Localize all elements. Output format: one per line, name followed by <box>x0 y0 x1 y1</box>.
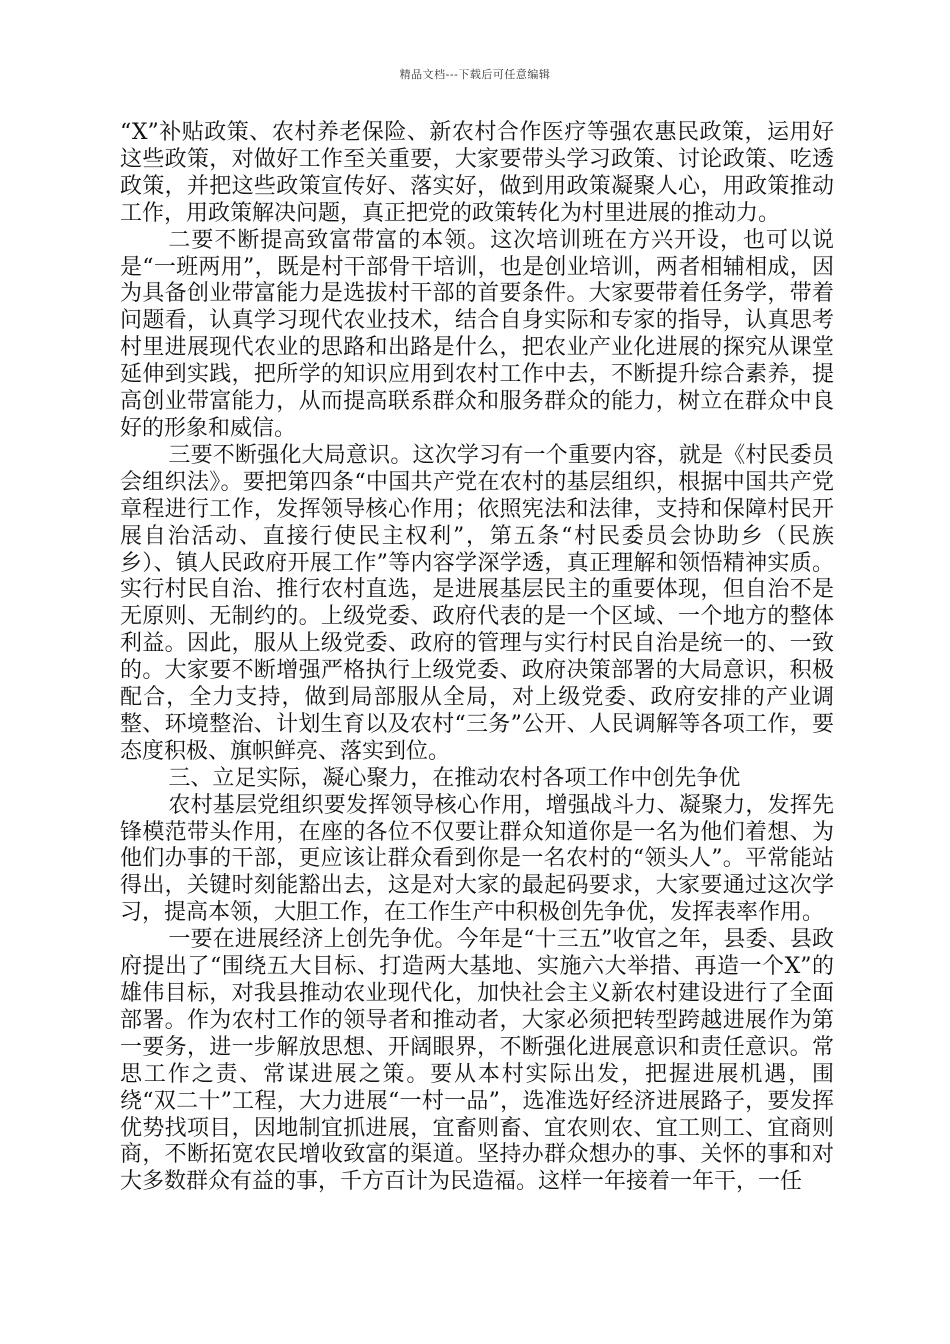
paragraph-item-2: 二要不断提高致富带富的本领。这次培训班在方兴开设，也可以说是“一班两用”，既是村干部骨干培训，也是创业培训，两者相辅相成，因为具备创业带富能力是选拔村干部的首要条件。大家要带着任务学，带着问题看，认真学习现代农业技术，结合自身实际和专家的指导，认真思考村里进展现代农业的思路和出路是什么，把农业产业化进展的探究从课堂延伸到实践，把所学的知识应用到农村工作中去，不断提升综合素养，提高创业带富能力，从而提高联系群众和服务群众的能力，树立在群众中良好的形象和威信。 <box>120 227 834 441</box>
paragraph-item-3: 三要不断强化大局意识。这次学习有一个重要内容，就是《村民委员会组织法》。要把第四条“中国共产党在农村的基层组织，根据中国共产党章程进行工作，发挥领导核心作用；依照宪法和法律，支持和保障村民开展自治活动、直接行使民主权利”，第五条“村民委员会协助乡（民族乡）、镇人民政府开展工作”等内容学深学透，真正理解和领悟精神实质。实行村民自治、推行农村直选，是进展基层民主的重要体现，但自治不是无原则、无制约的。上级党委、政府代表的是一个区域、一个地方的整体利益。因此，服从上级党委、政府的管理与实行村民自治是统一的、一致的。大家要不断增强严格执行上级党委、政府决策部署的大局意识，积极配合，全力支持，做到局部服从全局，对上级党委、政府安排的产业调整、环境整治、计划生育以及农村“三务”公开、人民调解等各项工作，要态度积极、旗帜鲜亮、落实到位。 <box>120 442 834 764</box>
document-body <box>120 120 834 1196</box>
paragraph-continuation: “X”补贴政策、农村养老保险、新农村合作医疗等强农惠民政策，运用好这些政策，对做好工作至关重要，大家要带头学习政策、讨论政策、吃透政策，并把这些政策宣传好、落实好，做到用政策凝聚人心，用政策推动工作，用政策解决问题，真正把党的政策转化为村里进展的推动力。 <box>120 120 834 226</box>
paragraph-item-1: 一要在进展经济上创先争优。今年是“十三五”收官之年，县委、县政府提出了“围绕五大目标、打造两大基地、实施六大举措、再造一个X”的雄伟目标，对我县推动农业现代化，加快社会主义新农村建设进行了全面部署。作为农村工作的领导者和推动者，大家必须把转型跨越进展作为第一要务，进一步解放思想、开阔眼界，不断强化进展意识和责任意识。常思工作之责、常谋进展之策。要从本村实际出发，把握进展机遇，围绕“双二十”工程，大力进展“一村一品”，选准选好经济进展路子，要发挥优势找项目，因地制宜抓进展，宜畜则畜、宜农则农、宜工则工、宜商则商，不断拓宽农民增收致富的渠道。坚持办群众想办的事、关怀的事和对大多数群众有益的事，千方百计为民造福。这样一年接着一年干，一任 <box>120 927 834 1195</box>
header-note: 精品文档---下载后可任意编辑 <box>399 68 551 81</box>
section-heading-3: 三、立足实际，凝心聚力，在推动农村各项工作中创先争优 <box>168 765 741 791</box>
paragraph-section-intro: 农村基层党组织要发挥领导核心作用，增强战斗力、凝聚力，发挥先锋模范带头作用，在座的各位不仅要让群众知道你是一名为他们着想、为他们办事的干部，更应该让群众看到你是一名农村的“领头人”。平常能站得出，关键时刻能豁出去，这是对大家的最起码要求，大家要通过这次学习，提高本领，大胆工作，在工作生产中积极创先争优，发挥表率作用。 <box>120 792 834 926</box>
